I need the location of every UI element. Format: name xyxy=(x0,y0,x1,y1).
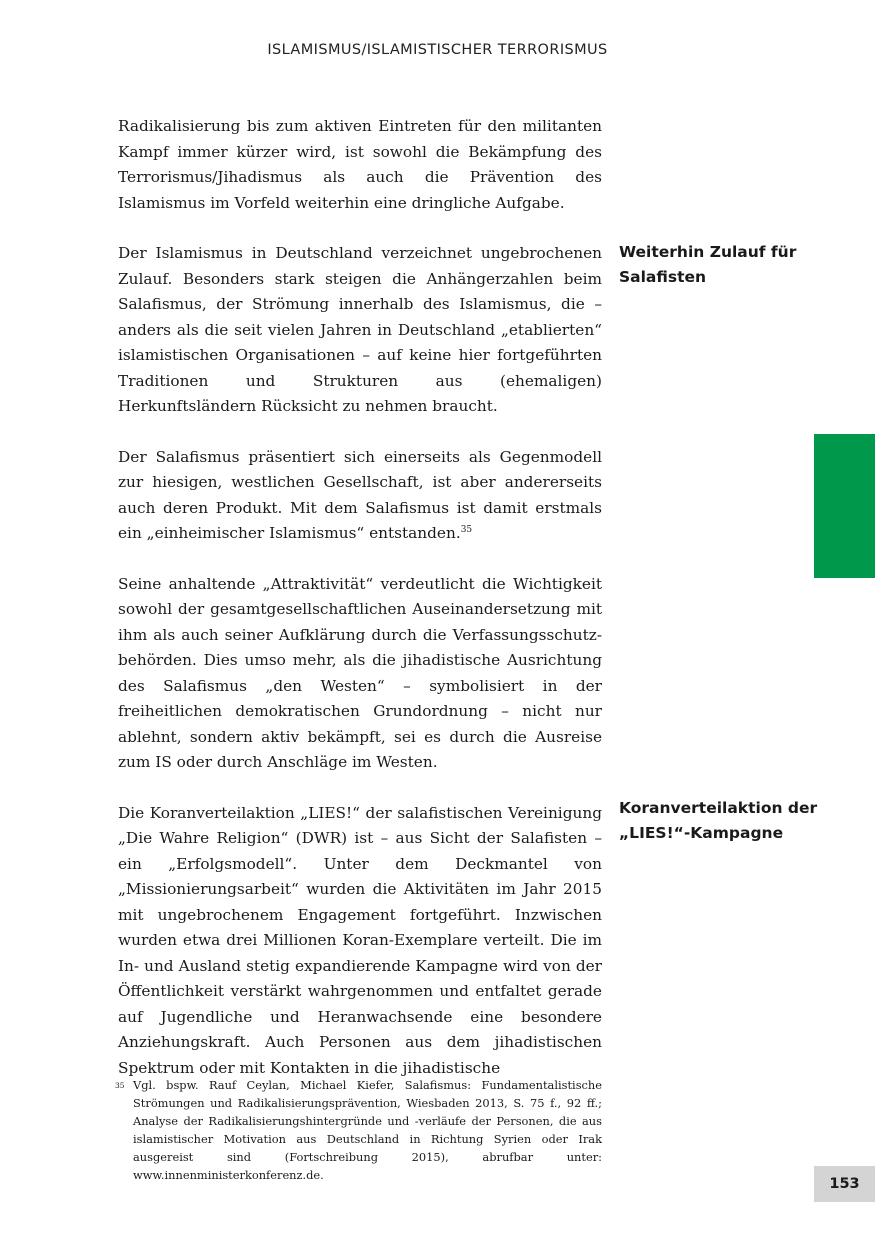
paragraph: Radikalisierung bis zum aktiven Eintreten für den militanten Kampf immer kürzer wird, ist sowohl die Bekämpfung des Terrorismus/Jihadismus als auch die Prävention des Islamismus im Vorfeld weiterhin eine dringliche Aufgabe. xyxy=(118,117,602,212)
footnote-number: 35 xyxy=(115,1081,125,1090)
margin-heading-lies-kampagne: Koranverteilaktion der „LIES!“-Kampagne xyxy=(619,799,818,842)
margin-heading-salafisten: Weiterhin Zulauf für Salafisten xyxy=(619,243,797,286)
running-header: ISLAMISMUS/ISLAMISTISCHER TERRORISMUS xyxy=(267,42,608,58)
paragraph: Seine anhaltende „Attraktivität“ verdeutlicht die Wichtigkeit sowohl der gesamtgesellschaftlichen Auseinandersetzung mit ihm als auch seiner Aufklärung durch die Verfassungsschutzbehörden. Dies umso mehr, als die jihadistische Ausrichtung des Salafismus „den Westen“ – symbolisiert in der freiheitlichen demokratischen Grundordnung – nicht nur ablehnt, sondern aktiv bekämpft, sei es durch die Ausreise zum IS oder durch Anschläge im Westen. xyxy=(118,574,602,771)
paragraph xyxy=(118,445,602,547)
page-number: 153 xyxy=(814,1166,875,1202)
paragraph-text: Der Salafismus präsentiert sich einerseits als Gegenmodell zur hiesigen, westlichen Gesellschaft, ist aber andererseits auch deren Produkt. Mit dem Salafismus ist damit erstmals ein „einheimischer Islamismus“ entstanden. xyxy=(118,447,602,542)
chapter-tab xyxy=(814,434,875,578)
paragraph: Die Koranverteilaktion „LIES!“ der salafistischen Vereinigung „Die Wahre Religion“ (DWR) ist – aus Sicht der Salafisten – ein „Erfolgsmodell“. Unter dem Deckmantel von „Missionierungsarbeit“ wurden die Aktivitäten im Jahr 2015 mit ungebrochenem Engagement fortgeführt. Inzwischen wurden etwa drei Millionen Koran-Exemplare verteilt. Die im In- und Ausland stetig expandierende Kampagne wird von der Öffentlichkeit verstärkt wahrgenommen und entfaltet gerade auf Jugendliche und Heranwachsende eine besondere Anziehungskraft. Auch Personen aus dem jihadistischen Spektrum oder mit Kontakten in die jihadistische xyxy=(118,803,602,1077)
footnote-text: Vgl. bspw. Rauf Ceylan, Michael Kiefer, Salafismus: Fundamentalistische Strömungen und Radikalisierungsprävention, Wiesbaden 2013, S. 75 f., 92 ff.; Analyse der Radikalisierungshintergründe und -verläufe der Personen, die aus islamistischer Motivation aus Deutschland in Richtung Syrien oder Irak ausgereist sind (Fortschreibung 2015), abrufbar unter: www.innenministerkonferenz.de. xyxy=(133,1078,602,1182)
footnote-reference[interactable]: 35 xyxy=(460,524,473,535)
main-text xyxy=(118,114,602,1106)
paragraph: Der Islamismus in Deutschland verzeichnet ungebrochenen Zulauf. Besonders stark steigen die Anhängerzahlen beim Salafismus, der Strömung innerhalb des Islamismus, die – anders als die seit vielen Jahren in Deutschland „etablierten“ islamistischen Organisationen – auf keine hier fortgeführten Traditionen und Strukturen aus (ehemaligen) Herkunftsländern Rücksicht zu nehmen braucht. xyxy=(118,244,602,415)
footnote xyxy=(115,1076,602,1184)
